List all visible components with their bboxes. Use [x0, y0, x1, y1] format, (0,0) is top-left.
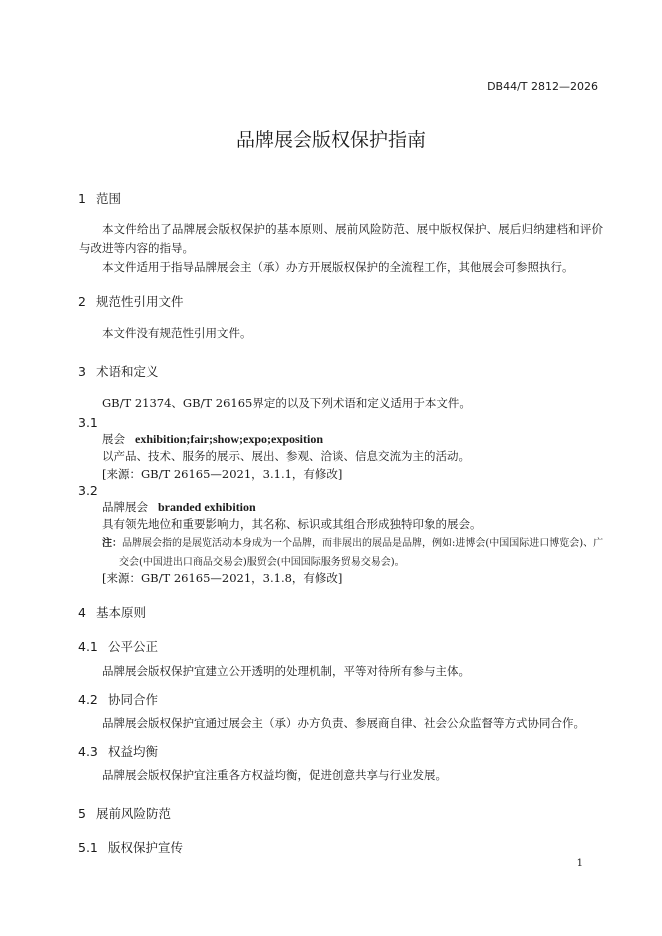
subsection-heading-4-1	[78, 637, 158, 655]
section-heading-5	[78, 804, 171, 822]
principle-text: 品牌展会版权保护宜注重各方权益均衡，促进创意共享与行业发展。	[102, 768, 447, 782]
section-title: 规范性引用文件	[96, 294, 184, 309]
document-title: 品牌展会版权保护指南	[235, 129, 426, 151]
term-number: 3.2	[78, 483, 98, 498]
subsection-title: 版权保护宣传	[108, 840, 184, 855]
term-number: 3.1	[78, 415, 98, 430]
section-number: 2	[78, 294, 86, 309]
subsection-title: 公平公正	[108, 639, 159, 654]
section-number: 5	[78, 806, 86, 821]
section-title: 范围	[96, 191, 122, 206]
term-definition: 具有领先地位和重要影响力，其名称、标识或其组合形成独特印象的展会。	[102, 517, 482, 531]
term-note-line-1	[102, 534, 603, 549]
subsection-number: 5.1	[78, 840, 98, 855]
subsection-title: 协同合作	[108, 692, 159, 707]
scope-paragraph-1: 本文件给出了品牌展会版权保护的基本原则、展前风险防范、展中版权保护、展后归纳建档和评价与改进等内容的指导。	[79, 222, 603, 255]
standard-number: DB44/T 2812—2026	[487, 80, 598, 93]
term-name	[102, 431, 323, 447]
subsection-number: 4.1	[78, 639, 98, 654]
section-number: 3	[78, 364, 86, 379]
section-heading-1	[78, 189, 121, 207]
section-title: 基本原则	[96, 605, 147, 620]
subsection-number: 4.3	[78, 744, 98, 759]
term-note-line-2: 交会(中国进出口商品交易会)服贸会(中国国际服务贸易交易会)。	[119, 557, 405, 568]
term-cn: 品牌展会	[102, 500, 148, 514]
note-label: 注：	[102, 538, 122, 549]
term-cn: 展会	[102, 432, 125, 446]
term-source: [来源：GB/T 26165—2021，3.1.8，有修改]	[102, 571, 343, 585]
subsection-heading-5-1	[78, 838, 183, 856]
note-text: 品牌展会指的是展览活动本身成为一个品牌，而非展出的展品是品牌，例如:进博会(中国国际进口博览会)、广	[122, 538, 604, 549]
term-source: [来源：GB/T 26165—2021，3.1.1，有修改]	[102, 467, 343, 481]
page-number: 1	[576, 858, 583, 869]
subsection-title: 权益均衡	[108, 744, 159, 759]
term-en: branded exhibition	[158, 500, 256, 514]
subsection-heading-4-2	[78, 690, 158, 708]
section-heading-4	[78, 603, 146, 621]
term-en: exhibition;fair;show;expo;exposition	[135, 432, 324, 446]
normative-references-text: 本文件没有规范性引用文件。	[102, 326, 252, 340]
principle-text: 品牌展会版权保护宜通过展会主（承）办方负责、参展商自律、社会公众监督等方式协同合作。	[102, 716, 585, 730]
term-definition: 以产品、技术、服务的展示、展出、参观、洽谈、信息交流为主的活动。	[102, 449, 470, 463]
subsection-heading-4-3	[78, 742, 158, 760]
section-heading-2	[78, 292, 184, 310]
section-title: 术语和定义	[96, 364, 159, 379]
principle-text: 品牌展会版权保护宜建立公开透明的处理机制，平等对待所有参与主体。	[102, 664, 470, 678]
term-name	[102, 499, 256, 515]
section-number: 1	[78, 191, 86, 206]
section-title: 展前风险防范	[96, 806, 172, 821]
section-heading-3	[78, 362, 159, 380]
scope-paragraph-2: 本文件适用于指导品牌展会主（承）办方开展版权保护的全流程工作，其他展会可参照执行。	[102, 260, 574, 274]
terms-intro: GB/T 21374、GB/T 26165界定的以及下列术语和定义适用于本文件。	[102, 396, 471, 410]
subsection-number: 4.2	[78, 692, 98, 707]
section-number: 4	[78, 605, 86, 620]
